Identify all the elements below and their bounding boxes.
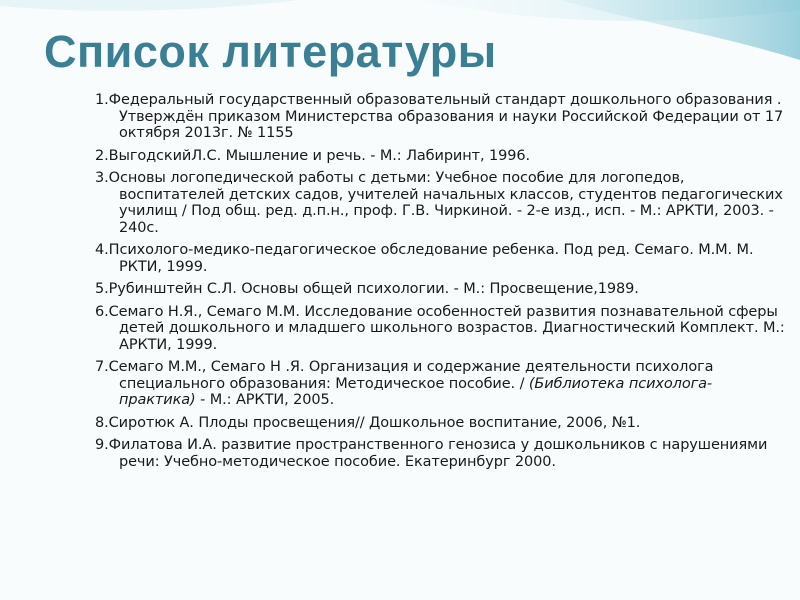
item-text: Сиротюк А. Плоды просвещения// Дошкольное воспитание, 2006, №1. bbox=[108, 414, 641, 431]
item-text: Основы логопедической работы с детьми: Учебное пособие для логопедов, воспитателей детских садов, учителей начальных классов, студентов педагогических училищ / Под общ. ред. д.п.н., проф. Г.В. Чиркиной. - 2-е изд., исп. - М.: АРКТИ, 2003. - 240с. bbox=[108, 170, 783, 236]
list-item bbox=[95, 359, 785, 409]
list-item bbox=[95, 437, 785, 470]
item-number: 8. bbox=[95, 414, 109, 431]
item-number: 9. bbox=[95, 437, 109, 453]
list-item bbox=[95, 92, 785, 142]
item-number: 7. bbox=[95, 359, 109, 375]
item-text: Филатова И.А. развитие пространственного генозиса у дошкольников с нарушениями речи: Учебно-методическое пособие. Екатеринбург 2000. bbox=[108, 437, 768, 470]
page-title: Список литературы bbox=[44, 26, 497, 77]
list-item bbox=[95, 170, 785, 236]
list-item bbox=[95, 304, 785, 354]
item-text: Рубинштейн С.Л. Основы общей психологии. - М.: Просвещение,1989. bbox=[108, 281, 639, 297]
bibliography-list bbox=[95, 92, 785, 476]
item-number: 5. bbox=[95, 281, 109, 297]
item-text: ВыгодскийЛ.С. Мышление и речь. - М.: Лабиринт, 1996. bbox=[108, 147, 531, 164]
wave-shape bbox=[0, 0, 300, 11]
item-text: Семаго Н.Я., Семаго М.М. Исследование особенностей развития познавательной сферы детей дошкольного и младшего школьного возрастов. Диагностический Комплект. М.: АРКТИ, 1999. bbox=[108, 303, 785, 353]
item-text-italic: (Библиотека психолога-практика) bbox=[119, 375, 713, 408]
item-text: Психолого-медико-педагогическое обследование ребенка. Под ред. Семаго. М.М. М. РКТИ, 1999. bbox=[108, 242, 754, 275]
item-number: 4. bbox=[95, 242, 109, 258]
item-number: 3. bbox=[95, 170, 109, 186]
list-item bbox=[95, 281, 785, 298]
list-item bbox=[95, 148, 785, 165]
item-number: 6. bbox=[95, 303, 109, 320]
item-text: Семаго М.М., Семаго Н .Я. Организация и содержание деятельности психолога специального образования: Методическое пособие. / bbox=[108, 359, 714, 392]
item-text: - М.: АРКТИ, 2005. bbox=[195, 392, 335, 408]
list-item bbox=[95, 242, 785, 275]
wave-shape bbox=[560, 0, 800, 60]
item-text: Федеральный государственный образовательный стандарт дошкольного образования . Утверждён приказом Министерства образования и науки Российской Федерации от 17 октября 2013г. № 1155 bbox=[108, 92, 784, 141]
list-item bbox=[95, 415, 785, 432]
item-number: 1. bbox=[95, 92, 109, 108]
item-number: 2. bbox=[95, 147, 109, 164]
